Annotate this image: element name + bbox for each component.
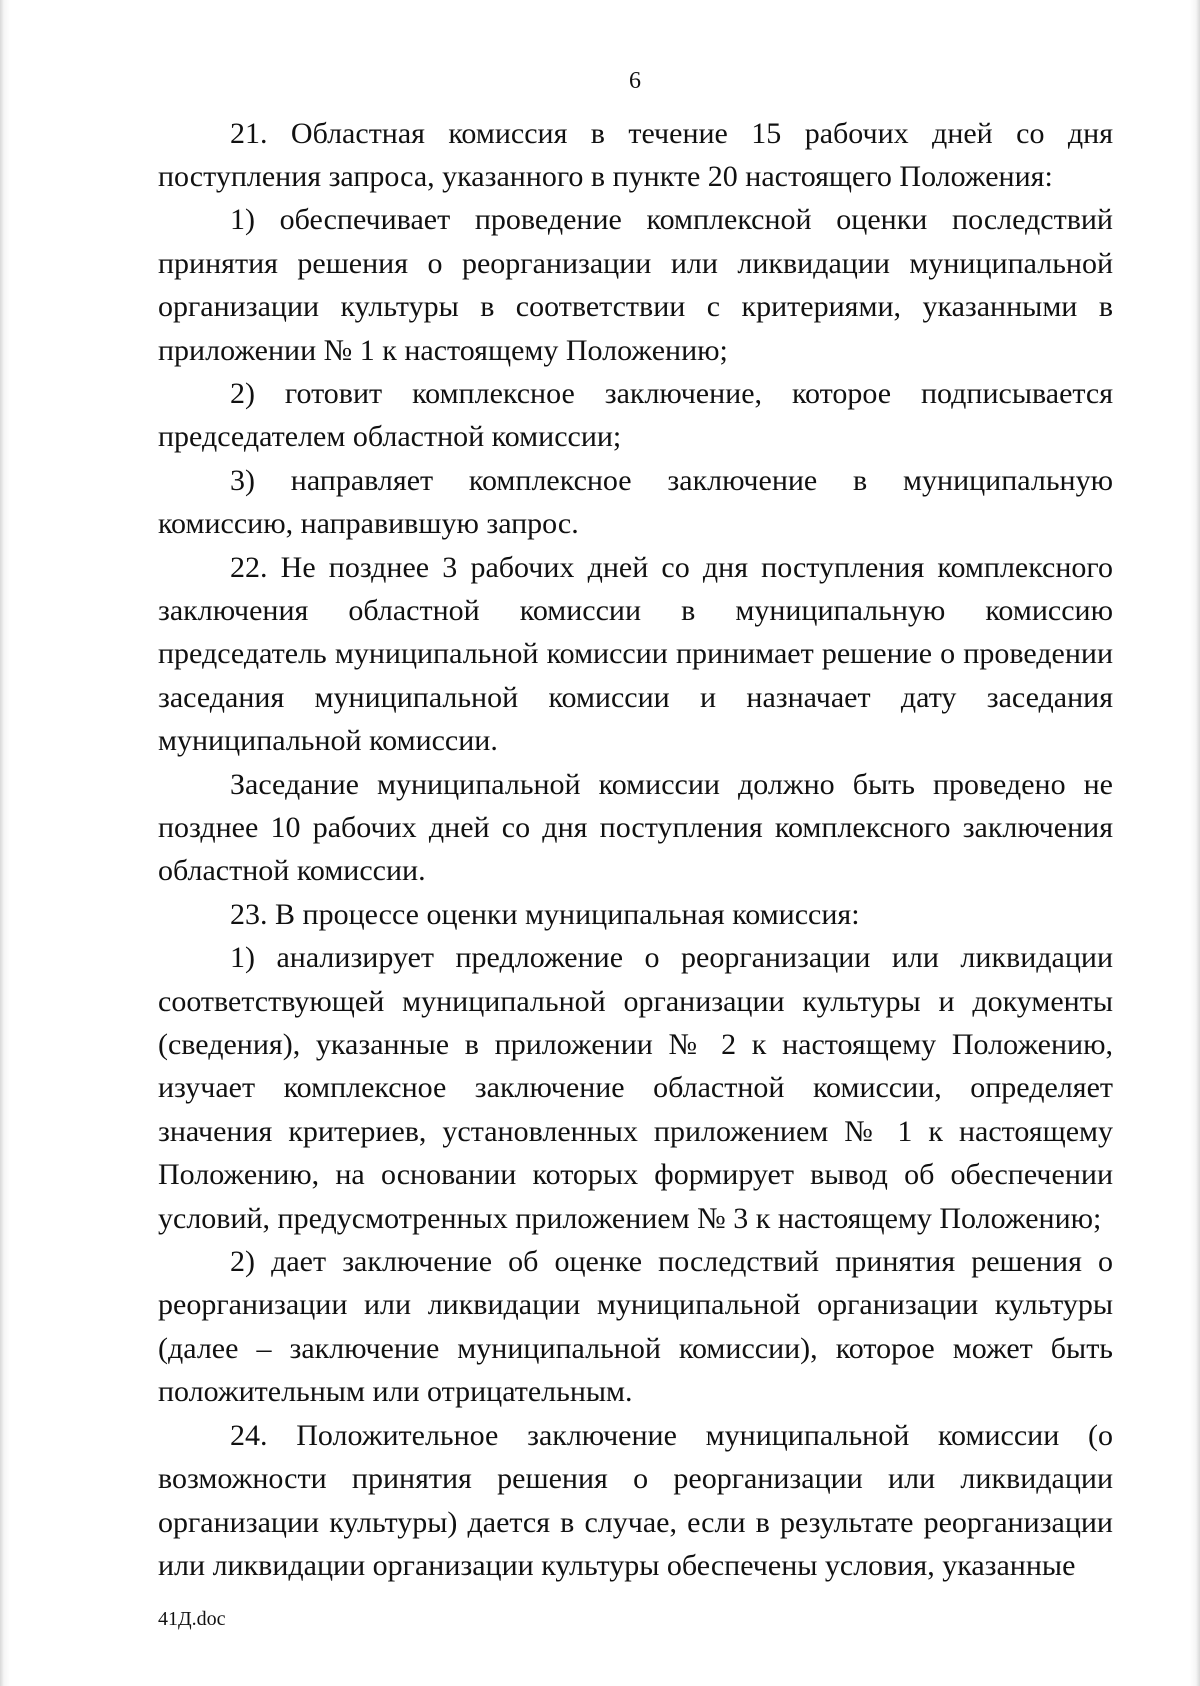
paragraph-24: 24. Положительное заключение муниципальной комиссии (о возможности принятия решения о реорганизации или ликвидации организации культуры) дается в случае, если в результате реорганизации или ликвидации организации культуры обеспечены условия, указанные: [158, 1418, 1113, 1582]
paragraph-23-item-1: 1) анализирует предложение о реорганизации или ликвидации соответствующей муниципальной организации культуры и документы (сведения), указанные в приложении № 2 к настоящему Положению, изучает комплексное заключение областной комиссии, определяет значения критериев, установленных приложением № 1 к настоящему Положению, на основании которых формирует вывод об обеспечении условий, предусмотренных приложением № 3 к настоящему Положению;: [158, 941, 1113, 1235]
paragraph-21: 21. Областная комиссия в течение 15 рабочих дней со дня поступления запроса, указанного в пункте 20 настоящего Положения:: [158, 116, 1113, 193]
paragraph-21-item-3: 3) направляет комплексное заключение в муниципальную комиссию, направившую запрос.: [158, 463, 1113, 541]
document-body: [158, 112, 1113, 1588]
paragraph-22: 22. Не позднее 3 рабочих дней со дня поступления комплексного заключения областной комиссии в муниципальную комиссию председатель муниципальной комиссии принимает решение о проведении заседания муниципальной комиссии и назначает дату заседания муниципальной комиссии.: [158, 550, 1113, 758]
page-number: 6: [629, 68, 641, 94]
paragraph-22-continuation: Заседание муниципальной комиссии должно быть проведено не позднее 10 рабочих дней со дня поступления комплексного заключения областной комиссии.: [158, 767, 1113, 888]
paragraph-21-item-1: 1) обеспечивает проведение комплексной оценки последствий принятия решения о реорганизации или ликвидации муниципальной организации культуры в соответствии с критериями, указанными в приложении № 1 к настоящему Положению;: [158, 203, 1113, 367]
paragraph-23: 23. В процессе оценки муниципальная комиссия:: [230, 897, 860, 931]
footer-filename: 41Д.doc: [158, 1608, 226, 1630]
paragraph-21-item-2: 2) готовит комплексное заключение, которое подписывается председателем областной комиссии;: [158, 376, 1113, 454]
paragraph-23-item-2: 2) дает заключение об оценке последствий принятия решения о реорганизации или ликвидации муниципальной организации культуры (далее – заключение муниципальной комиссии), которое может быть положительным или отрицательным.: [158, 1245, 1113, 1409]
